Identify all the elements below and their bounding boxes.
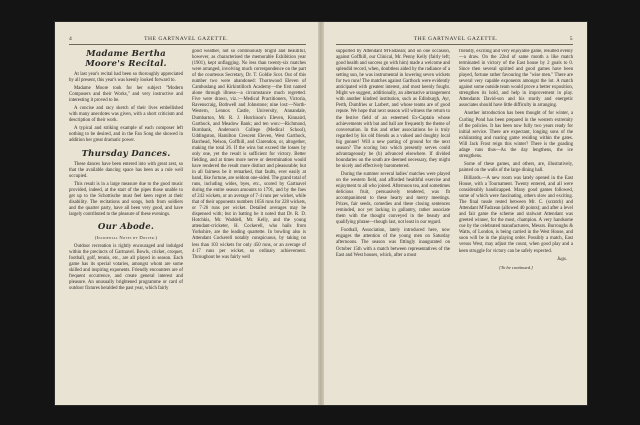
paragraph: At last year's recital had been so thoroughly appreciated by all present, this year's was keenly looked forward to. <box>69 72 183 84</box>
running-head-title: THE GARTNAVEL GAZETTE. <box>144 36 229 42</box>
header-rule <box>69 44 306 45</box>
left-column-2 <box>192 49 306 395</box>
running-head-title: THE GARTNAVEL GAZETTE. <box>413 36 498 42</box>
author-signature: Jugs. <box>557 256 567 262</box>
right-page <box>322 22 587 405</box>
paragraph: Another introduction has been thought of for winter, a Curling Pond has been prepared in the western extremity of the policies. It has been now fully two years ready for initial service. There are expectant, longing sons of the exhilarating and roaring game residing within the gates. Will Jack Frost reign this winter? There is the goading adage runs thus—As the day lengthens, the ice strengthens. <box>459 111 573 159</box>
paragraph: A typical and striking example of each composer left nothing to be desired, and in the Fan Song she showed in addition her great dramatic power. <box>69 126 183 144</box>
magazine-spread <box>55 22 587 405</box>
paragraph: Some of these games, and others, are, illustratively, painted on the walls of the large dining hall. <box>459 161 573 173</box>
left-running-head <box>69 35 306 43</box>
right-column-1 <box>336 49 450 395</box>
left-columns <box>69 49 306 395</box>
left-page <box>55 22 320 405</box>
paragraph: A concise and racy sketch of their lives embellished with many anecdotes was given, with a short criticism and description of their work. <box>69 106 183 124</box>
page-number: 4 <box>69 36 73 42</box>
paragraph: good weather, not so continuously bright and beautiful, however, as characterised the memorable Exhibition year (1901), kept unflagging. No less than twenty-six matches were arranged, involving much correspondence on the part of the courteous Secretary, Dr. T. Goldie Scot. Out of this number two were abandoned: Thornwood Eleven of Cambuslang and Kirkintilloch Academy—the first named alone through illness—a circumstance much regretted. Five were drawn, viz.:—Medical Practitioners, Victoria, Ravenscraig, Bothwell and Johnstone; nine lost:—North-Western, Lennox Castle, University, Annandale, Dumbarton, Mr. R. J. Hutchison's Eleven, Kinnaird, Garthock, and Meadow Bank; and ten won:—Richmond, Burnbank, Anderson's College (Medical School), Uddingston, Hamilton Crescent Eleven, West Garthock, Barrhead, Nelson, Goffhill, and Clarendon, or, altogether, making the total 26. If the wins but exceed the losses by only one, yet the result is sufficient for victory. Better fielding, and at times more nerve or determination would have rendered the result more distinct and pleasurable; but in all fairness be it remarked, that faults, ever easily at hand, like fortune, are seldom one-sided. The grand total of runs, including wides, byes, etc., scored by Gartnavel during the entire season amounts to 1791, and by the foes of 242 wickets, or an average of 7·4 runs per wicket, while that of their opponents numbers 1656 runs for 228 wickets, or 7·26 runs per wicket. Detailed averages may be dispensed with; but in batting be it noted that Dr. R. D. Hotchkis, Mr. Waddell, Mr. Kelly, and the young attendant-cricketer, H. Cockerell, who hails from Yorkshire, are the leading quartette. In bowling also is Attendant Cockerell notably conspicuous, by taking no less than 103 wickets for only 450 runs, or an average of 4·17 runs per wicket, so ordinary achievement. Throughout he was fairly well <box>192 49 306 260</box>
paragraph: Outdoor recreation is rightly encouraged and indulged within the precincts of Gartnavel. Bowls, cricket, croquet, football, golf, tennis, etc., are all played in season. Each game has its special votaries, amongst whom are some skilled and inspiring exponents. Friendly encounters are of frequent occurrence, and create general interest and pleasure. An unusually brightened programme or card of outdoor fixtures heralded the past year, which fairly <box>69 243 183 292</box>
article-heading: Madame Bertha Moore's Recital. <box>85 49 167 69</box>
right-running-head <box>336 35 573 43</box>
right-columns <box>336 49 573 395</box>
paragraph: These dances have been entered into with great zest, so that the available dancing space has been as a rule well occupied. <box>69 161 183 179</box>
right-column-2 <box>459 49 573 395</box>
paragraph: supported by Attendant M'Fadzean; and on one occasion, against Goffhill, our Clinical, Mr. Penny Kelly (fairly left; good health and success go with him) made a welcome and splendid record, when, doubtless aided by the radiance of a setting sun, he was instrumental in lowering seven wickets for two runs! The matches against Garthock were evidently anticipated with greatest interest, and most keenly fought. Might we suggest, additionally, an alternative arrangement with another kindred institution, such as Edinburgh, Ayr, Perth, Dumfries or Larbert, and whose teams are of good repute. We hope that next season will witness the return to the festive field of an esteemed Ex-Captain whose achievements with bat and ball are frequently the theme of conversation. In this and other associations he is truly regarded by his old friends as a valued and doughty local big gunner! Will a new parting of ground for the next season? The scoring box which presently serves could advantageously be (b) advanced elsewhere. If divided boundaries on the south are deemed necessary, they might be nicely and effectively barometered. <box>336 49 450 169</box>
paragraph: friendly, exciting and very enjoyable game, resulted evenly—a draw. On the 22nd of same month a like match terminated in victory of the East house by 2 goals to 0. Since then several spirited and good games have been played, fortune rather favouring the "wise men." There are several very capable exponents amongst the lot. A match against some outside team would prove a better exposition, strengthen its hold, and help in improvement in play. Attendants David-son and his sturdy and energetic associates should have little difficulty in arranging. <box>459 49 573 109</box>
paragraph: Billiards.—A new room was lately opened in the East House, with a Tournament. Twenty entered, and all were considerably handicapped. Many good games followed, some of which were fascinating, others slow and exciting. The final tussle rested between Mr. C. (scratch) and Attendant M'Fadzean (allowed 40 points); and after a level and fair game the scheme and stalwart Attendant was greeted winner, for the most, champion. A very handsome cue by the celebrated manufacturers, Messrs. Burroughs & Watts, of London, is being carried in the West House, and soon will be in the playing order. Possibly a match, East versus West, may adjust the count, when good play and a keen struggle for victory can be safely expected. <box>459 175 573 254</box>
article-heading: Thursday Dances. <box>81 148 171 159</box>
continued-note: [To be continued.] <box>499 264 533 270</box>
article-subheading: (Incidental Notes by Doster.) <box>94 234 158 240</box>
header-rule <box>336 44 573 45</box>
paragraph: During the summer several ladies' matches were played on the western field, and afforded healthful exercise and enjoyment to all who joined. Afternoon tea, and sometimes delicious fruit, persuasively tendered, was fit accompaniment to these hearty and merry meetings. Prizes, fair seeds, comedies and these closing sentences reminded, nor yet lacking in gallantry, rather associate them with the thought conveyed in the beauty and qualifying phrase—though last, not least in our regard. <box>336 171 450 226</box>
paragraph: Madame Moore took for her subject "Modern Composers and their Works," and very instructive and interesting it proved to be. <box>69 86 183 104</box>
article-heading: Our Abode. <box>97 221 155 232</box>
left-column-1 <box>69 49 183 395</box>
paragraph: Football, Association, lately introduced here, now engages the attention of the young men on Saturday afternoons. The season was fittingly inaugurated on October 15th with a match between representatives of the East and West houses, which, after a most <box>336 228 450 258</box>
page-number: 5 <box>569 36 573 42</box>
paragraph: This result is in a large measure due to the good music provided, indeed, at the start of the pipes those unable to get up to the Schottische must feel keen regret at their disability. The recitations and songs, both from soldiers and the quarter party, have all been very good, and have largely contributed to the pleasure of these evenings. <box>69 181 183 217</box>
